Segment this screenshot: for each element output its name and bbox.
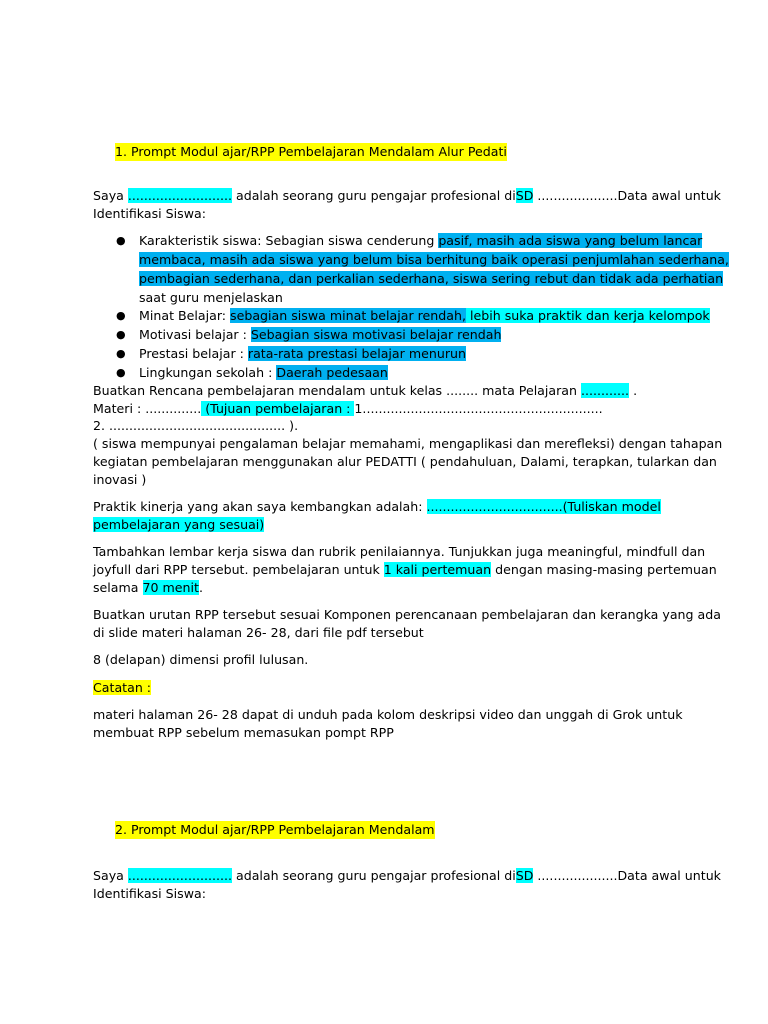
- highlight: (Tujuan pembelajaran :: [201, 401, 355, 416]
- materi-note-line1: materi halaman 26- 28 dapat di unduh pada kolom deskripsi video dan unggah di Grok untuk: [93, 707, 683, 722]
- bullet-icon: ●: [116, 234, 126, 247]
- text: Prestasi belajar :: [139, 346, 248, 361]
- text: 1............................................................: [354, 401, 603, 416]
- text: adalah seorang guru pengajar profesional di: [231, 868, 516, 883]
- praktik-line1: [93, 498, 661, 516]
- catatan-label: [93, 679, 151, 697]
- text: Lingkungan sekolah :: [139, 365, 277, 380]
- tambah-line3: [93, 579, 203, 597]
- text: Karakteristik siswa: Sebagian siswa cenderung: [139, 233, 439, 248]
- bullet-icon: ●: [116, 347, 126, 360]
- highlight: ............: [581, 383, 630, 398]
- highlight: Daerah pedesaan: [276, 365, 388, 380]
- para1-line2: kegiatan pembelajaran menggunakan alur PEDATTI ( pendahuluan, Dalami, terapkan, tularkan dan: [93, 454, 717, 469]
- text: selama: [93, 580, 143, 595]
- text: dengan masing-masing pertemuan: [491, 562, 717, 577]
- motivasi-item: [139, 326, 501, 344]
- highlight: Catatan :: [93, 680, 152, 695]
- highlight: ..........................: [127, 868, 232, 883]
- text: joyfull dari RPP tersebut. pembelajaran untuk: [93, 562, 384, 577]
- prestasi-item: [139, 345, 466, 363]
- text: Saya: [93, 868, 128, 883]
- urutan-line1: Buatkan urutan RPP tersebut sesuai Komponen perencanaan pembelajaran dan kerangka yang ada: [93, 607, 721, 622]
- text: Materi : ..............: [93, 401, 202, 416]
- para1-line3: inovasi ): [93, 472, 147, 487]
- section2-heading: 2. Prompt Modul ajar/RPP Pembelajaran Mendalam: [115, 822, 435, 837]
- urutan-line2: di slide materi halaman 26- 28, dari file pdf tersebut: [93, 625, 424, 640]
- section2-intro-line2: Identifikasi Siswa:: [93, 886, 206, 901]
- materi-line2: 2. ............................................ ).: [93, 418, 299, 433]
- materi-line: [93, 400, 603, 418]
- materi-note-line2: membuat RPP sebelum memasukan pompt RPP: [93, 725, 394, 740]
- highlight: pasif, masih ada siswa yang belum lancar: [438, 233, 703, 248]
- rencana-line: [93, 382, 637, 400]
- highlight: SD: [515, 868, 534, 883]
- text: Minat Belajar:: [139, 308, 231, 323]
- bullet-icon: ●: [116, 366, 126, 379]
- para1-line1: ( siswa mempunyai pengalaman belajar memahami, mengaplikasi dan merefleksi) dengan tahapan: [93, 436, 723, 451]
- text: ....................Data awal untuk: [533, 868, 721, 883]
- karakteristik-line3: [139, 270, 723, 288]
- bullet-icon: ●: [116, 309, 126, 322]
- praktik-line2: [93, 516, 264, 534]
- highlight: ..........................: [127, 188, 232, 203]
- karakteristik-line4: saat guru menjelaskan: [139, 290, 283, 305]
- lingkungan-item: [139, 364, 388, 382]
- text: Praktik kinerja yang akan saya kembangkan adalah:: [93, 499, 427, 514]
- text: Motivasi belajar :: [139, 327, 251, 342]
- text: adalah seorang guru pengajar profesional di: [231, 188, 516, 203]
- highlight: pembagian sederhana, dan perkalian sederhana, siswa sering rebut dan tidak ada perhatian: [139, 271, 724, 286]
- text: Saya: [93, 188, 128, 203]
- karakteristik-item: [139, 232, 702, 250]
- highlight: Sebagian siswa motivasi belajar rendah: [250, 327, 502, 342]
- highlight: SD: [515, 188, 534, 203]
- minat-item: [139, 307, 710, 325]
- text: .: [198, 580, 203, 595]
- highlight: sebagian siswa minat belajar rendah,: [230, 308, 466, 323]
- section1-intro: [93, 187, 721, 205]
- text: .: [629, 383, 638, 398]
- karakteristik-line2: [139, 251, 729, 269]
- tambah-line1: Tambahkan lembar kerja siswa dan rubrik penilaiannya. Tunjukkan juga meaningful, mindfull dan: [93, 544, 706, 559]
- dimensi-line: 8 (delapan) dimensi profil lulusan.: [93, 652, 309, 667]
- section1-heading: 1. Prompt Modul ajar/RPP Pembelajaran Mendalam Alur Pedati: [115, 144, 507, 159]
- bullet-icon: ●: [116, 328, 126, 341]
- text: Buatkan Rencana pembelajaran mendalam untuk kelas ........ mata Pelajaran: [93, 383, 582, 398]
- tambah-line2: [93, 561, 717, 579]
- highlight: ..................................(Tuliskan model: [426, 499, 661, 514]
- section1-intro-line2: Identifikasi Siswa:: [93, 206, 206, 221]
- section2-intro: [93, 867, 721, 885]
- highlight: 1 kali pertemuan: [383, 562, 492, 577]
- highlight: pembelajaran yang sesuai): [93, 517, 265, 532]
- text: ....................Data awal untuk: [533, 188, 721, 203]
- highlight: rata-rata prestasi belajar menurun: [247, 346, 466, 361]
- highlight: membaca, masih ada siswa yang belum bisa berhitung baik operasi penjumlahan sederhana,: [139, 252, 729, 267]
- highlight: lebih suka praktik dan kerja kelompok: [465, 308, 710, 323]
- highlight: 70 menit: [142, 580, 199, 595]
